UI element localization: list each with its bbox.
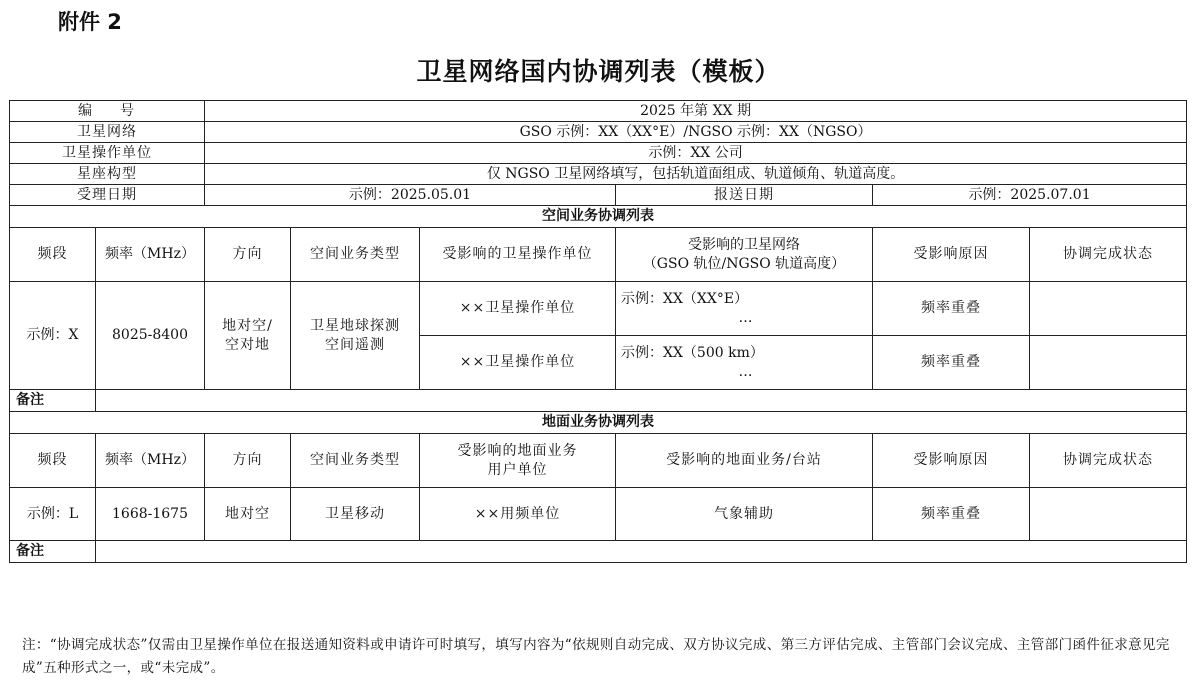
- number-value: 2025 年第 XX 期: [205, 101, 1187, 122]
- ground-band-cell: 示例：L: [10, 488, 96, 541]
- space-service-line2: 空间遥测: [325, 336, 385, 353]
- ground-section-title: 地面业务协调列表: [10, 412, 1187, 434]
- space-header-status: 协调完成状态: [1030, 228, 1187, 282]
- space-row1-network-text: 示例：XX（XX°E）: [621, 291, 749, 307]
- space-row2-network-text: 示例：XX（500 km）: [621, 345, 764, 361]
- space-header-network-line1: 受影响的卫星网络: [688, 236, 800, 253]
- space-section-row: [10, 206, 1187, 228]
- space-header-direction: 方向: [205, 228, 291, 282]
- space-row1-status: [1030, 282, 1187, 336]
- accept-date-label: 受理日期: [10, 185, 205, 206]
- space-freq-cell: 8025-8400: [96, 282, 205, 390]
- report-date-label: 报送日期: [616, 185, 873, 206]
- ground-header-user: [420, 434, 616, 488]
- space-data-row-1: [10, 282, 1187, 336]
- ground-freq-cell: 1668-1675: [96, 488, 205, 541]
- space-remark-row: [10, 390, 1187, 412]
- page-title: 卫星网络国内协调列表（模板）: [416, 57, 781, 86]
- space-row2-network: [616, 336, 873, 390]
- space-row1-reason: 频率重叠: [873, 282, 1030, 336]
- space-row1-operator: ××卫星操作单位: [420, 282, 616, 336]
- space-remark-label: 备注: [10, 390, 96, 412]
- space-header-network: [616, 228, 873, 282]
- info-row-constellation: [10, 164, 1187, 185]
- ground-header-reason: 受影响原因: [873, 434, 1030, 488]
- space-header-freq: 频率（MHz）: [96, 228, 205, 282]
- info-row-network: [10, 122, 1187, 143]
- operator-value: 示例：XX 公司: [205, 143, 1187, 164]
- ground-header-user-line1: 受影响的地面业务: [457, 442, 578, 459]
- ground-header-band: 频段: [10, 434, 96, 488]
- info-row-number: [10, 101, 1187, 122]
- ground-service-cell: 卫星移动: [291, 488, 420, 541]
- ground-direction-cell: 地对空: [205, 488, 291, 541]
- ground-remark-value: [96, 541, 1187, 563]
- ground-station-cell: 气象辅助: [616, 488, 873, 541]
- space-service-cell: [291, 282, 420, 390]
- ground-data-row: [10, 488, 1187, 541]
- space-header-operator: 受影响的卫星操作单位: [420, 228, 616, 282]
- space-row1-ellipsis: …: [738, 310, 753, 326]
- ground-reason-cell: 频率重叠: [873, 488, 1030, 541]
- ground-section-row: [10, 412, 1187, 434]
- network-label: 卫星网络: [10, 122, 205, 143]
- ground-header-freq: 频率（MHz）: [96, 434, 205, 488]
- ground-status-cell: [1030, 488, 1187, 541]
- space-band-cell: 示例：X: [10, 282, 96, 390]
- ground-header-direction: 方向: [205, 434, 291, 488]
- space-remark-value: [96, 390, 1187, 412]
- footnote: 注：“协调完成状态”仅需由卫星操作单位在报送通知资料或申请许可时填写，填写内容为“依规则自动完成、双方协议完成、第三方评估完成、主管部门会议完成、主管部门函件征求意见完成”五种形式之一，或“未完成”。: [22, 637, 1170, 676]
- space-row2-operator: ××卫星操作单位: [420, 336, 616, 390]
- accept-date-value: 示例：2025.05.01: [205, 185, 616, 206]
- space-service-line1: 卫星地球探测: [310, 317, 400, 334]
- ground-header-row: [10, 434, 1187, 488]
- space-header-reason: 受影响原因: [873, 228, 1030, 282]
- attachment-label: 附件 2: [58, 10, 122, 34]
- operator-label: 卫星操作单位: [10, 143, 205, 164]
- space-row2-reason: 频率重叠: [873, 336, 1030, 390]
- space-row1-network: [616, 282, 873, 336]
- ground-remark-row: [10, 541, 1187, 563]
- info-row-operator: [10, 143, 1187, 164]
- space-header-band: 频段: [10, 228, 96, 282]
- network-value: GSO 示例：XX（XX°E）/NGSO 示例：XX（NGSO）: [205, 122, 1187, 143]
- ground-header-service: 空间业务类型: [291, 434, 420, 488]
- space-header-network-line2: （GSO 轨位/NGSO 轨道高度）: [642, 255, 846, 272]
- ground-header-station: 受影响的地面业务/台站: [616, 434, 873, 488]
- space-direction-line2: 空对地: [225, 336, 270, 353]
- info-row-dates: [10, 185, 1187, 206]
- coordination-table: [9, 100, 1187, 563]
- ground-user-cell: ××用频单位: [420, 488, 616, 541]
- space-row2-status: [1030, 336, 1187, 390]
- space-header-service: 空间业务类型: [291, 228, 420, 282]
- report-date-value: 示例：2025.07.01: [873, 185, 1187, 206]
- number-label: 编号: [10, 101, 205, 122]
- ground-header-user-line2: 用户单位: [487, 461, 548, 478]
- constellation-label: 星座构型: [10, 164, 205, 185]
- space-section-title: 空间业务协调列表: [10, 206, 1187, 228]
- space-row2-ellipsis: …: [738, 364, 753, 380]
- constellation-value: 仅 NGSO 卫星网络填写，包括轨道面组成、轨道倾角、轨道高度。: [205, 164, 1187, 185]
- space-direction-cell: [205, 282, 291, 390]
- ground-header-status: 协调完成状态: [1030, 434, 1187, 488]
- space-header-row: [10, 228, 1187, 282]
- space-direction-line1: 地对空/: [222, 317, 273, 334]
- ground-remark-label: 备注: [10, 541, 96, 563]
